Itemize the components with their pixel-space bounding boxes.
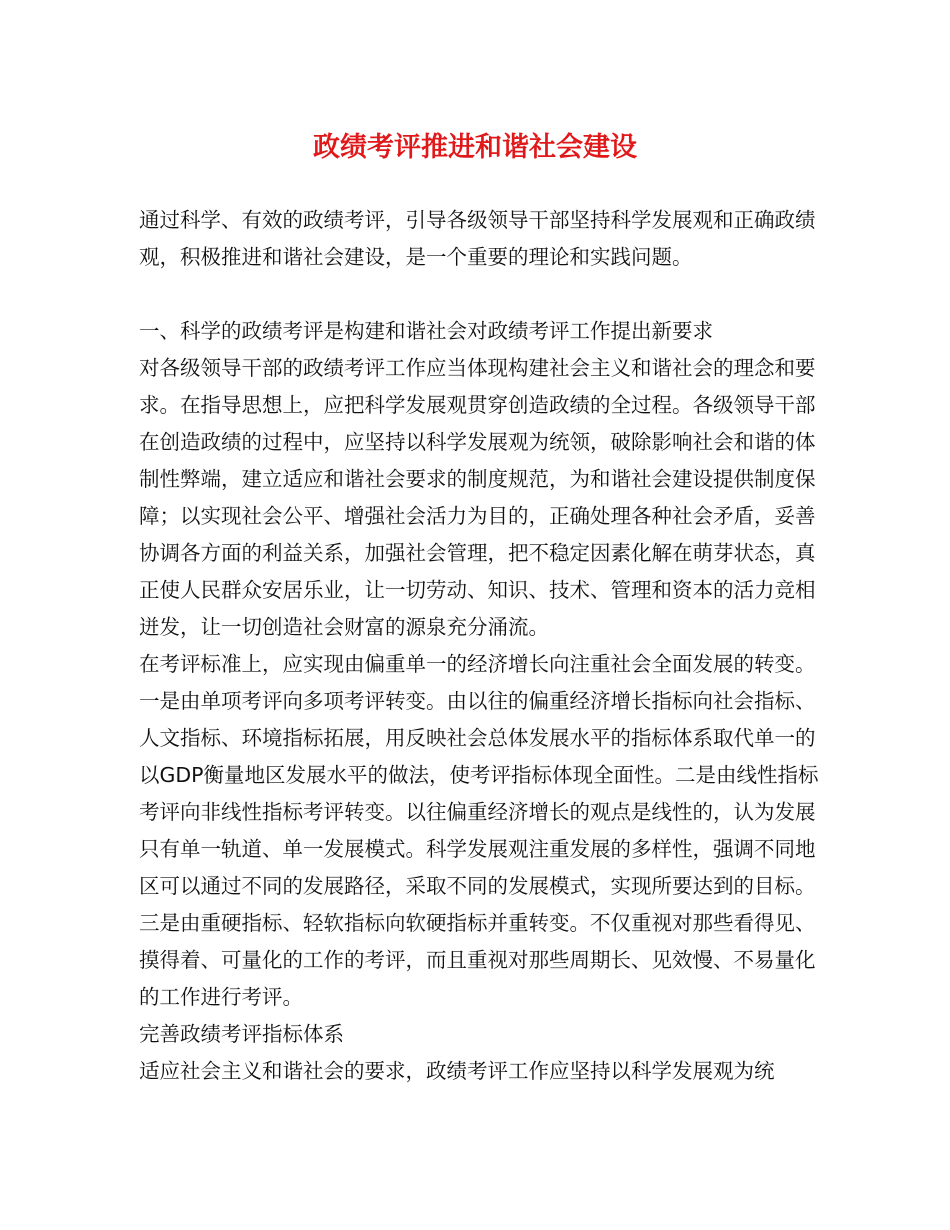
body-paragraph-2: 在考评标准上，应实现由偏重单一的经济增长向注重社会全面发展的转变。一是由单项考评向多项考评转变。由以往的偏重经济增长指标向社会指标、人文指标、环境指标拓展，用反映社会总体发展水平的指标体系取代单一的以GDP衡量地区发展水平的做法，使考评指标体现全面性。二是由线性指标考评向非线性指标考评转变。以往偏重经济增长的观点是线性的，认为发展只有单一轨道、单一发展模式。科学发展观注重发展的多样性，强调不同地区可以通过不同的发展路径，采取不同的发展模式，实现所要达到的目标。三是由重硬指标、轻软指标向软硬指标并重转变。不仅重视对那些看得见、摸得着、可量化的工作的考评，而且重视对那些周期长、见效慢、不易量化的工作进行考评。 bbox=[139, 652, 819, 1009]
body-paragraph-1: 对各级领导干部的政绩考评工作应当体现构建社会主义和谐社会的理念和要求。在指导思想上，应把科学发展观贯穿创造政绩的全过程。各级领导干部在创造政绩的过程中，应坚持以科学发展观为统领，破除影响社会和谐的体制性弊端，建立适应和谐社会要求的制度规范，为和谐社会建设提供制度保障；以实现社会公平、增强社会活力为目的，正确处理各种社会矛盾，妥善协调各方面的利益关系，加强社会管理，把不稳定因素化解在萌芽状态，真正使人民群众安居乐业，让一切劳动、知识、技术、管理和资本的活力竞相迸发，让一切创造社会财富的源泉充分涌流。 bbox=[139, 356, 816, 639]
body-paragraph-3: 适应社会主义和谐社会的要求，政绩考评工作应坚持以科学发展观为统 bbox=[139, 1059, 775, 1083]
paragraph-gap bbox=[139, 276, 829, 313]
section-heading-2: 完善政绩考评指标体系 bbox=[139, 1022, 344, 1046]
document-body bbox=[139, 202, 829, 1090]
document-title: 政绩考评推进和谐社会建设 bbox=[313, 132, 637, 163]
intro-paragraph: 通过科学、有效的政绩考评，引导各级领导干部坚持科学发展观和正确政绩观，积极推进和谐社会建设，是一个重要的理论和实践问题。 bbox=[139, 208, 816, 269]
section-heading-1: 一、科学的政绩考评是构建和谐社会对政绩考评工作提出新要求 bbox=[139, 319, 713, 343]
